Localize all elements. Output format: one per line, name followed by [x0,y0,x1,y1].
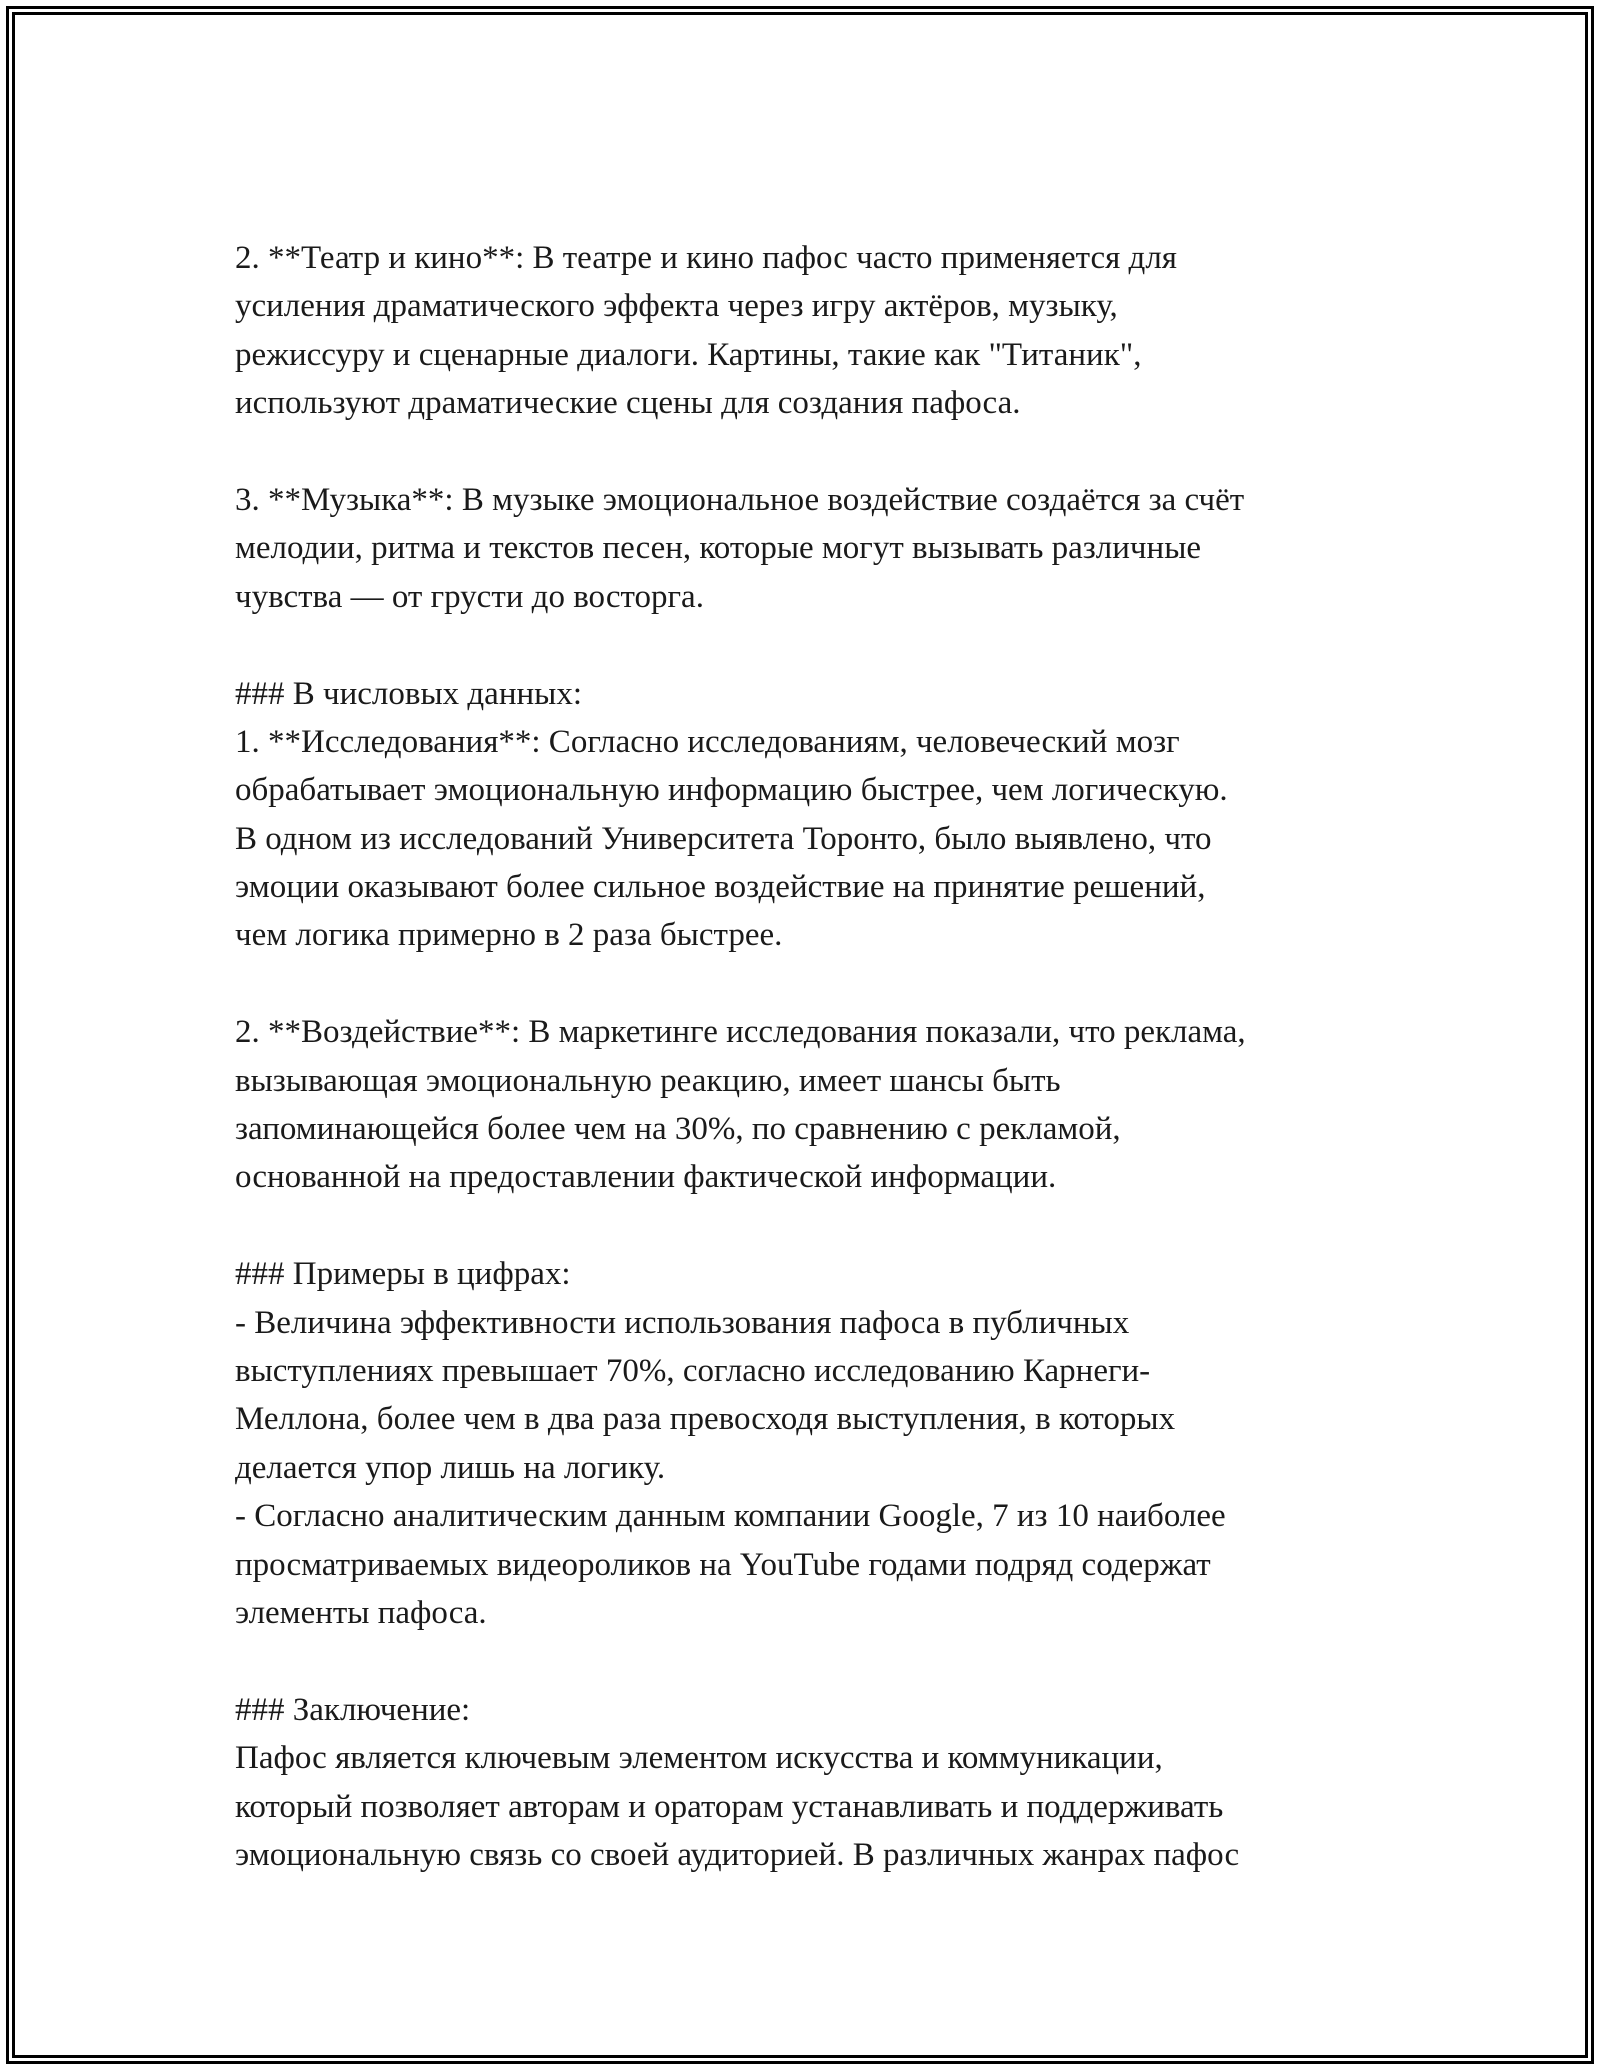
text-line: чем логика примерно в 2 раза быстрее. [235,917,783,954]
text-line: - Величина эффективности использования пафоса в публичных [235,1304,1130,1341]
document-body [235,234,1395,1879]
section-heading: ### Примеры в цифрах: [235,1256,571,1293]
text-line: выступлениях превышает 70%, согласно исследованию Карнеги- [235,1352,1151,1389]
text-line: 1. **Исследования**: Согласно исследованиям, человеческий мозг [235,723,1180,760]
text-line: 2. **Воздействие**: В маркетинге исследования показали, что реклама, [235,1014,1246,1051]
section-heading: ### В числовых данных: [235,675,582,712]
text-line: вызывающая эмоциональную реакцию, имеет шансы быть [235,1062,1061,1099]
text-line: запоминающейся более чем на 30%, по сравнению с рекламой, [235,1111,1121,1148]
blank-line [235,960,1395,1008]
text-line: элементы пафоса. [235,1594,487,1631]
blank-line [235,1637,1395,1685]
text-line: основанной на предоставлении фактической информации. [235,1159,1057,1196]
text-line: - Согласно аналитическим данным компании Google, 7 из 10 наиболее [235,1498,1226,1535]
text-line: чувства — от грусти до восторга. [235,578,704,615]
text-line: 3. **Музыка**: В музыке эмоциональное воздействие создаётся за счёт [235,481,1245,518]
text-line: обрабатывает эмоциональную информацию быстрее, чем логическую. [235,772,1228,809]
text-line: эмоциональную связь со своей аудиторией. В различных жанрах пафос [235,1836,1240,1873]
text-line: Меллона, более чем в два раза превосходя выступления, в которых [235,1401,1176,1438]
text-line: используют драматические сцены для создания пафоса. [235,385,1021,422]
blank-line [235,1202,1395,1250]
text-line: В одном из исследований Университета Торонто, было выявлено, что [235,820,1212,857]
text-line: делается упор лишь на логику. [235,1449,666,1486]
text-line: усиления драматического эффекта через игру актёров, музыку, [235,288,1118,325]
text-line: мелодии, ритма и текстов песен, которые могут вызывать различные [235,530,1202,567]
section-heading: ### Заключение: [235,1691,471,1728]
text-line: Пафос является ключевым элементом искусства и коммуникации, [235,1740,1163,1777]
text-line: режиссуру и сценарные диалоги. Картины, такие как "Титаник", [235,336,1142,373]
text-line: 2. **Театр и кино**: В театре и кино пафос часто применяется для [235,240,1177,276]
text-line: который позволяет авторам и ораторам устанавливать и поддерживать [235,1788,1224,1825]
text-line: просматриваемых видеороликов на YouTube годами подряд содержат [235,1546,1211,1583]
blank-line [235,621,1395,669]
text-line: эмоции оказывают более сильное воздействие на принятие решений, [235,869,1206,906]
blank-line [235,428,1395,476]
